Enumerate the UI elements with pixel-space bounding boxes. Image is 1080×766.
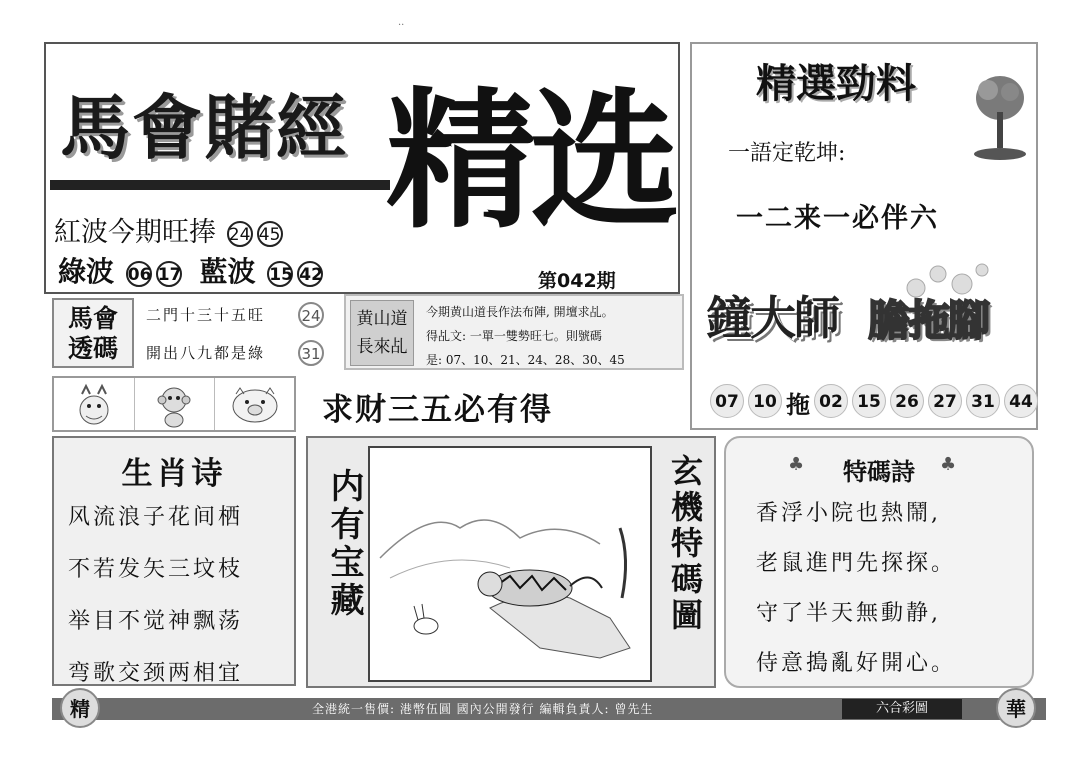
- issue-number: 第042期: [538, 270, 616, 292]
- wealth-line: 求财三五必有得: [322, 392, 553, 428]
- horse-code-line-2: 開出八九都是綠: [146, 344, 266, 362]
- featured-num: 10: [748, 384, 782, 418]
- featured-num: 15: [852, 384, 886, 418]
- huangshan-text: [426, 300, 625, 372]
- one-line-label: 一語定乾坤:: [728, 141, 846, 166]
- huangshan-label-top: 黄山道: [356, 309, 408, 329]
- huangshan-text-3: 是: 07、10、21、24、28、30、45: [426, 353, 625, 367]
- blue-wave-num-2: 42: [297, 261, 323, 287]
- green-blue-row: [58, 250, 325, 290]
- green-wave-num-2: 17: [156, 261, 182, 287]
- treasure-right-text: 玄機特碼圖: [666, 454, 704, 634]
- footer-ticker: 全港統一售價: 港幣伍圓 國內公開發行 編輯負責人: 曾先生: [312, 702, 654, 716]
- pig-icon: [228, 384, 282, 426]
- tree-icon: [970, 68, 1028, 164]
- tiger-painting: [368, 446, 652, 682]
- treasure-left-text: 内有宝藏: [324, 468, 364, 620]
- horse-code-num-2-wrap: [296, 340, 326, 366]
- red-wave-num-2: 45: [257, 221, 283, 247]
- featured-numbers: [710, 384, 1042, 420]
- red-wave-row: [54, 210, 285, 249]
- footer-left-char: 精: [60, 688, 100, 728]
- zodiac-poem-panel: [52, 436, 296, 686]
- huangshan-label: [350, 300, 414, 366]
- header-rule: [50, 180, 390, 190]
- zodiac-icons-row: [52, 376, 296, 432]
- featured-num: 27: [928, 384, 962, 418]
- treasure-panel: [306, 436, 716, 688]
- horse-code-num-1: 24: [298, 302, 324, 328]
- blue-wave-label: 藍波: [199, 255, 256, 288]
- horse-code-num-1-wrap: [296, 302, 326, 328]
- tiger-painting-image: [370, 448, 646, 676]
- header-panel: [44, 42, 680, 294]
- divider: [134, 378, 135, 430]
- zodiac-poem-line: 风流浪子花间栖: [68, 505, 244, 530]
- green-wave-label: 綠波: [58, 255, 115, 288]
- red-wave-num-1: 24: [227, 221, 253, 247]
- horse-code-label-box: [52, 298, 134, 368]
- huangshan-panel: [344, 294, 684, 370]
- blue-wave-num-1: 15: [267, 261, 293, 287]
- featured-panel: [690, 42, 1038, 430]
- footer-right-char: 華: [996, 688, 1036, 728]
- clover-icon: ♣: [788, 454, 805, 475]
- special-poem-title: 特碼詩: [843, 457, 915, 486]
- header-title: 馬會賭經: [60, 87, 348, 169]
- zodiac-poem-line: 不若发矢三坟枝: [68, 557, 244, 582]
- featured-num: 31: [966, 384, 1000, 418]
- horse-code-line-1: 二門十三十五旺: [146, 306, 266, 324]
- horse-code-label-bottom: 透碼: [67, 334, 118, 363]
- logo-word-2: 膽拖腳: [868, 296, 989, 345]
- special-poem-line: 守了半天無動静,: [756, 601, 941, 626]
- red-wave-label: 紅波今期旺捧: [54, 217, 216, 248]
- special-poem-line: 侍意搗亂好開心。: [756, 651, 957, 676]
- clover-icon: ♣: [940, 454, 957, 475]
- monkey-icon: [152, 382, 196, 428]
- huangshan-text-1: 今期黄山道長作法布陣, 開壇求乩。: [426, 305, 614, 319]
- special-poem-panel: [724, 436, 1034, 688]
- dragon-icon: [72, 382, 116, 428]
- drag-label: 拖: [786, 390, 810, 419]
- featured-num: 44: [1004, 384, 1038, 418]
- header-big-title: 精选: [386, 73, 675, 249]
- featured-num: 07: [710, 384, 744, 418]
- one-line-text: 一二来一必伴六: [736, 203, 939, 234]
- footer-brand: 六合彩圖: [842, 699, 962, 719]
- top-dots: ··: [398, 20, 405, 31]
- horse-code-num-2: 31: [298, 340, 324, 366]
- divider: [214, 378, 215, 430]
- huangshan-text-2: 得乩文: 一單一雙勢旺七。則號碼: [426, 329, 602, 343]
- special-poem-line: 香浮小院也熱鬧,: [756, 501, 941, 526]
- featured-num: 26: [890, 384, 924, 418]
- green-wave-num-1: 06: [126, 261, 152, 287]
- logo-word-1: 鐘大師: [706, 291, 838, 345]
- zodiac-poem-line: 举目不觉神飘荡: [68, 609, 244, 634]
- featured-num: 02: [814, 384, 848, 418]
- huangshan-label-bottom: 長來乩: [356, 337, 408, 357]
- horse-code-label-top: 馬會: [67, 304, 118, 333]
- zodiac-poem-title: 生肖诗: [121, 456, 227, 492]
- zodiac-poem-line: 弯歌交颈两相宜: [68, 661, 244, 686]
- special-poem-line: 老鼠進門先探探。: [756, 551, 957, 576]
- featured-title: 精選勁料: [756, 61, 916, 107]
